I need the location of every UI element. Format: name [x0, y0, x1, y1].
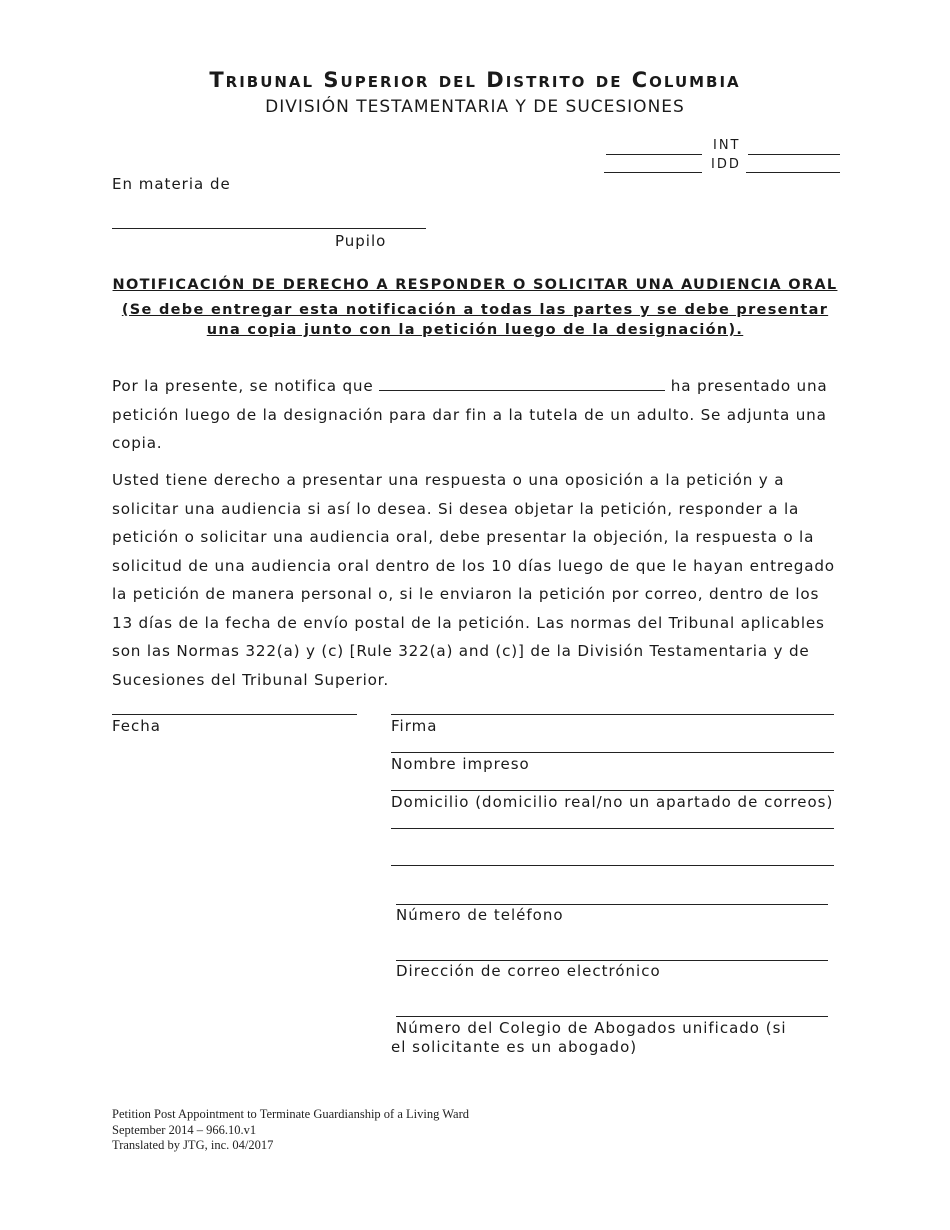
signature-label: Firma: [391, 717, 438, 735]
court-division: DIVISIÓN TESTAMENTARIA Y DE SUCESIONES: [265, 97, 685, 117]
petitioner-name-blank[interactable]: [379, 376, 665, 391]
int-label: INT: [713, 138, 741, 153]
footer-translation: Translated by JTG, inc. 04/2017: [112, 1138, 274, 1152]
notice-title: NOTIFICACIÓN DE DERECHO A RESPONDER O SOLICITAR UNA AUDIENCIA ORAL: [112, 277, 838, 293]
date-blank[interactable]: [112, 714, 357, 715]
address-blank[interactable]: [391, 790, 834, 791]
printed-name-blank[interactable]: [391, 752, 834, 753]
int-right-blank[interactable]: [748, 154, 840, 155]
phone-label: Número de teléfono: [396, 906, 564, 924]
idd-label: IDD: [711, 157, 741, 172]
email-blank[interactable]: [396, 960, 828, 961]
address-line-3[interactable]: [391, 865, 834, 866]
email-label: Dirección de correo electrónico: [396, 962, 661, 980]
notice-subtitle: (Se debe entregar esta notificación a todas las partes y se debe presentar una copia junto con la petición luego de la designación).: [121, 302, 829, 338]
notice-paragraph-1: [112, 372, 842, 458]
printed-name-label: Nombre impreso: [391, 755, 530, 773]
phone-blank[interactable]: [396, 904, 828, 905]
signature-blank[interactable]: [391, 714, 834, 715]
paragraph-1-end: ha presentado una petición luego de la designación para dar fin a la tutela de un adulto. Se adjunta una copia.: [112, 377, 828, 452]
idd-right-blank[interactable]: [746, 172, 840, 173]
idd-left-blank[interactable]: [604, 172, 702, 173]
paragraph-1-start: Por la presente, se notifica que: [112, 377, 374, 395]
form-footer: [112, 1107, 469, 1154]
bar-number-blank[interactable]: [396, 1016, 828, 1017]
footer-version: September 2014 – 966.10.v1: [112, 1122, 257, 1137]
address-label: Domicilio (domicilio real/no un apartado de correos): [391, 793, 834, 811]
footer-form-name: Petition Post Appointment to Terminate Guardianship of a Living Ward: [112, 1107, 469, 1121]
ward-name-blank[interactable]: [112, 228, 426, 229]
ward-label: Pupilo: [335, 232, 387, 250]
court-title: Tribunal Superior del Distrito de Columbia: [209, 68, 741, 92]
address-line-2[interactable]: [391, 828, 834, 829]
int-left-blank[interactable]: [606, 154, 702, 155]
matter-label: En materia de: [112, 175, 231, 193]
notice-paragraph-2: Usted tiene derecho a presentar una respuesta o una oposición a la petición y a solicitar una audiencia si así lo desea. Si desea objetar la petición, responder a la petición o solicitar una audiencia oral, debe presentar la objeción, la respuesta o la solicitud de una audiencia oral dentro de los 10 días luego de que le hayan entregado la petición de manera personal o, si le enviaron la petición por correo, dentro de los 13 días de la fecha de envío postal de la petición. Las normas del Tribunal aplicables son las Normas 322(a) y (c) [Rule 322(a) and (c)] de la División Testamentaria y de Sucesiones del Tribunal Superior.: [112, 471, 835, 689]
date-label: Fecha: [112, 717, 161, 735]
bar-number-label: Número del Colegio de Abogados unificado (si el solicitante es un abogado): [391, 1019, 787, 1056]
